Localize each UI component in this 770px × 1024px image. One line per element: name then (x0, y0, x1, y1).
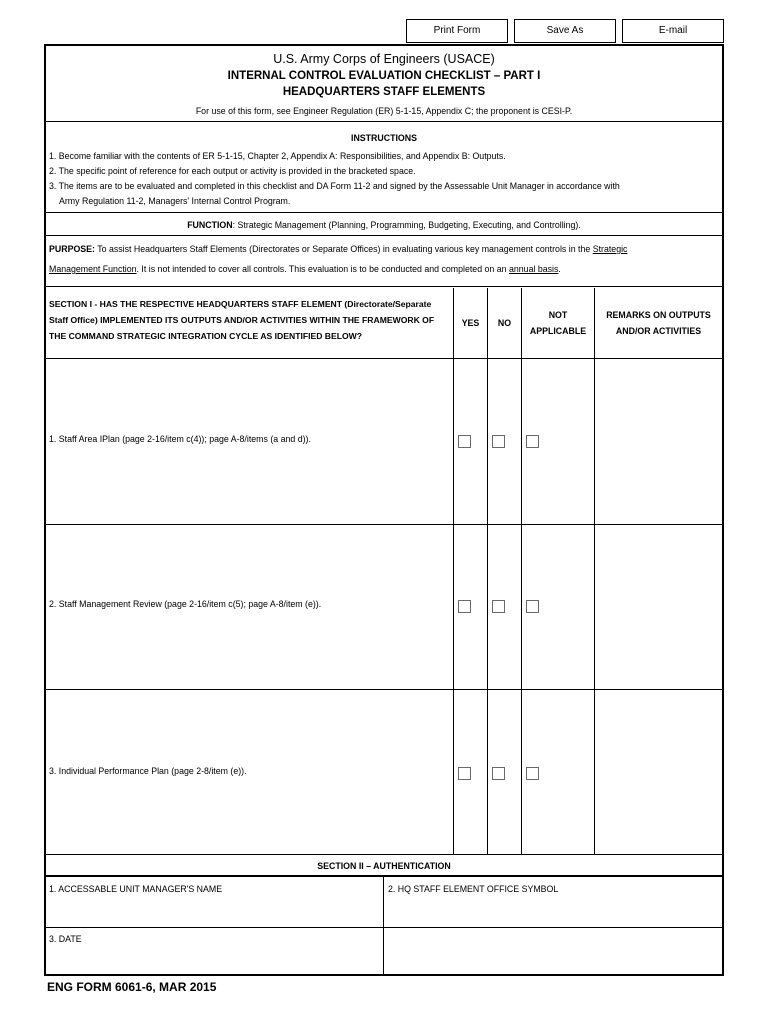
grid-line (453, 288, 454, 854)
office-symbol-label: 2. HQ STAFF ELEMENT OFFICE SYMBOL (388, 884, 559, 894)
col-yes-header: YES (461, 318, 480, 328)
email-button[interactable]: E-mail (622, 19, 724, 43)
item-3-yes-checkbox[interactable] (458, 767, 471, 780)
annual-basis-link: annual basis (509, 264, 559, 274)
section-1 (46, 288, 722, 854)
col-na-header: NOT APPLICABLE (529, 310, 587, 336)
instruction-line: 3. The items are to be evaluated and completed in this checklist and DA Form 11-2 and signed by the Assessable Unit Manager in accordance with (49, 181, 620, 191)
grid-line (487, 288, 488, 854)
item-3-na-checkbox[interactable] (526, 767, 539, 780)
item-3-no-checkbox[interactable] (492, 767, 505, 780)
form-title: INTERNAL CONTROL EVALUATION CHECKLIST – PART I (227, 70, 541, 82)
item-3-remarks-field[interactable] (596, 691, 721, 852)
item-2-no-checkbox[interactable] (492, 600, 505, 613)
checklist-item-label: 2. Staff Management Review (page 2-16/item c(5); page A-8/item (e)). (49, 599, 322, 609)
checklist-item-label: 1. Staff Area IPlan (page 2-16/item c(4)); page A-8/items (a and d)). (49, 434, 311, 444)
section-1-title: SECTION I - HAS THE RESPECTIVE HEADQUARTERS STAFF ELEMENT (Directorate/Separate Staff Office) IMPLEMENTED ITS OUTPUTS AND/OR ACTIVITIES WITHIN THE FRAMEWORK OF THE COMMAND STRATEGIC INTEGRATION CYCLE AS IDENTIFIED BELOW? (49, 299, 435, 341)
item-2-yes-checkbox[interactable] (458, 600, 471, 613)
grid-line (46, 689, 722, 690)
form-toolbar (406, 19, 724, 43)
management-function-link: Management Function (49, 264, 137, 274)
grid-line (521, 288, 522, 854)
instruction-line: 2. The specific point of reference for each output or activity is provided in the bracketed space. (49, 166, 416, 176)
purpose-text: To assist Headquarters Staff Elements (Directorates or Separate Offices) in evaluating various key management controls in the (94, 244, 593, 254)
item-1-no-checkbox[interactable] (492, 435, 505, 448)
grid-line (46, 927, 722, 928)
print-form-button[interactable]: Print Form (406, 19, 508, 43)
office-symbol-input[interactable] (388, 899, 718, 923)
grid-line (383, 877, 384, 974)
form-number: ENG FORM 6061-6, MAR 2015 (47, 980, 217, 994)
purpose-period: . (558, 264, 561, 274)
use-note: For use of this form, see Engineer Regulation (ER) 5-1-15, Appendix C; the proponent is CESI-P. (195, 106, 573, 116)
date-label: 3. DATE (49, 934, 82, 944)
instructions-heading: INSTRUCTIONS (351, 133, 417, 143)
purpose-line-2 (49, 264, 561, 274)
function-text: : Strategic Management (Planning, Programming, Budgeting, Executing, and Controlling). (232, 220, 581, 230)
col-no-header: NO (497, 318, 512, 328)
item-1-yes-checkbox[interactable] (458, 435, 471, 448)
purpose-line-1 (49, 244, 627, 254)
item-1-remarks-field[interactable] (596, 360, 721, 522)
grid-line (594, 288, 595, 854)
section-2-heading: SECTION II – AUTHENTICATION (46, 855, 722, 877)
item-2-remarks-field[interactable] (596, 526, 721, 687)
date-input[interactable] (49, 949, 379, 971)
col-remarks-header: REMARKS ON OUTPUTS AND/OR ACTIVITIES (606, 310, 711, 336)
form-header (46, 46, 722, 122)
section-2 (46, 854, 722, 974)
manager-name-label: 1. ACCESSABLE UNIT MANAGER'S NAME (49, 884, 223, 894)
grid-line (46, 358, 722, 359)
purpose-block (46, 237, 722, 287)
function-label: FUNCTION (187, 220, 233, 230)
purpose-label: PURPOSE: (49, 244, 95, 254)
grid-line (46, 524, 722, 525)
instruction-line: Army Regulation 11-2, Managers' Internal Control Program. (59, 196, 291, 206)
checklist-item-label: 3. Individual Performance Plan (page 2-8/item (e)). (49, 766, 247, 776)
instructions-block (46, 123, 722, 213)
item-1-na-checkbox[interactable] (526, 435, 539, 448)
manager-name-input[interactable] (49, 899, 379, 923)
item-2-na-checkbox[interactable] (526, 600, 539, 613)
checklist-form (44, 44, 724, 976)
organization-name: U.S. Army Corps of Engineers (USACE) (273, 52, 495, 66)
form-subtitle: HEADQUARTERS STAFF ELEMENTS (282, 86, 486, 98)
function-line (46, 214, 722, 236)
instruction-line: 1. Become familiar with the contents of ER 5-1-15, Chapter 2, Appendix A: Responsibilities, and Appendix B: Outputs. (49, 151, 506, 161)
save-as-button[interactable]: Save As (514, 19, 616, 43)
strategic-link: Strategic (592, 244, 628, 254)
purpose-text: . It is not intended to cover all controls. This evaluation is to be conducted and completed on an (136, 264, 509, 274)
